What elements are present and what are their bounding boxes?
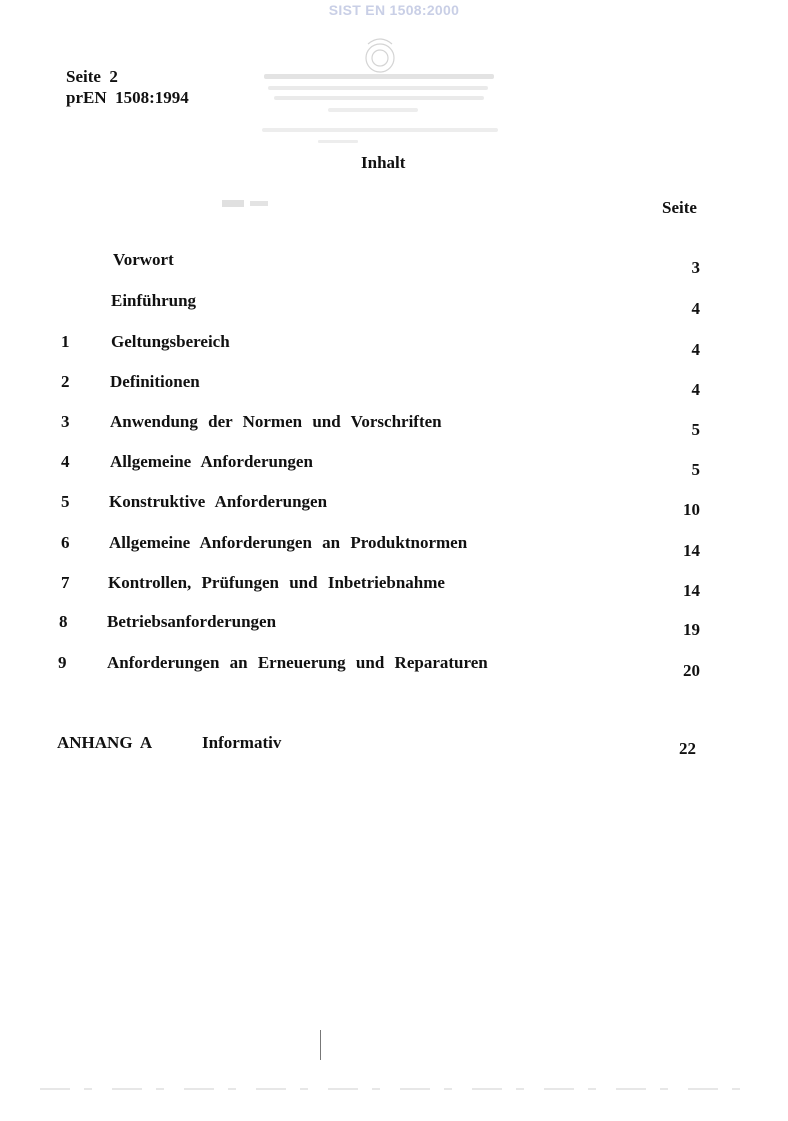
toc-entry — [0, 452, 788, 479]
toc-number: 6 — [61, 533, 70, 552]
toc-page: 4 — [691, 340, 700, 359]
toc-page: 5 — [691, 420, 700, 439]
page-column-label: Seite — [662, 198, 697, 217]
toc-page: 3 — [691, 258, 700, 277]
toc-title: Konstruktive Anforderungen — [109, 492, 328, 511]
scan-mark — [320, 1030, 321, 1060]
toc-title: Allgemeine Anforderungen an Produktnormen — [109, 533, 468, 552]
toc-title: Geltungsbereich — [111, 332, 230, 351]
toc-page: 19 — [683, 620, 700, 639]
toc-entry — [0, 533, 788, 560]
toc-entry — [0, 653, 788, 680]
toc-title: Kontrollen, Prüfungen und Inbetriebnahme — [108, 573, 445, 592]
toc-title: Einführung — [111, 291, 197, 310]
toc-number: 7 — [61, 573, 70, 592]
toc-number: 8 — [59, 612, 68, 631]
toc-entry — [0, 372, 788, 399]
toc-title: Betriebsanforderungen — [107, 612, 277, 631]
toc-entry — [0, 612, 788, 639]
annex-title: Informativ — [202, 733, 282, 752]
annex-label: ANHANG A — [57, 733, 153, 752]
toc-number: 5 — [61, 492, 70, 511]
toc-number: 4 — [61, 452, 70, 471]
toc-title: Definitionen — [110, 372, 200, 391]
toc-entry — [0, 492, 788, 519]
toc-entry — [0, 573, 788, 600]
page-number-label: Seite 2 — [66, 67, 118, 86]
document-reference: prEN 1508:1994 — [66, 88, 189, 107]
toc-entry — [0, 412, 788, 439]
annex-page: 22 — [679, 739, 696, 758]
page-header — [66, 66, 189, 108]
toc-number: 3 — [61, 412, 70, 431]
toc-page: 14 — [683, 541, 700, 560]
toc-title: Anforderungen an Erneuerung und Reparaturen — [107, 653, 488, 672]
toc-page: 20 — [683, 661, 700, 680]
toc-entry — [0, 291, 788, 318]
toc-title: Vorwort — [113, 250, 174, 269]
scan-edge-icon — [40, 1088, 760, 1090]
toc-page: 4 — [691, 299, 700, 318]
toc-page: 14 — [683, 581, 700, 600]
toc-page: 10 — [683, 500, 700, 519]
toc-page: 5 — [691, 460, 700, 479]
faded-stamp-icon — [258, 32, 508, 167]
toc-entry — [0, 332, 788, 359]
annex-entry — [0, 733, 788, 757]
toc-page: 4 — [691, 380, 700, 399]
scan-artifact-icon — [218, 196, 278, 212]
contents-title: Inhalt — [361, 153, 406, 172]
toc-number: 9 — [58, 653, 67, 672]
toc-title: Anwendung der Normen und Vorschriften — [110, 412, 442, 431]
toc-title: Allgemeine Anforderungen — [110, 452, 313, 471]
standard-watermark: SIST EN 1508:2000 — [328, 2, 460, 18]
toc-number: 2 — [61, 372, 70, 391]
toc-number: 1 — [61, 332, 70, 351]
toc-entry — [0, 250, 788, 277]
